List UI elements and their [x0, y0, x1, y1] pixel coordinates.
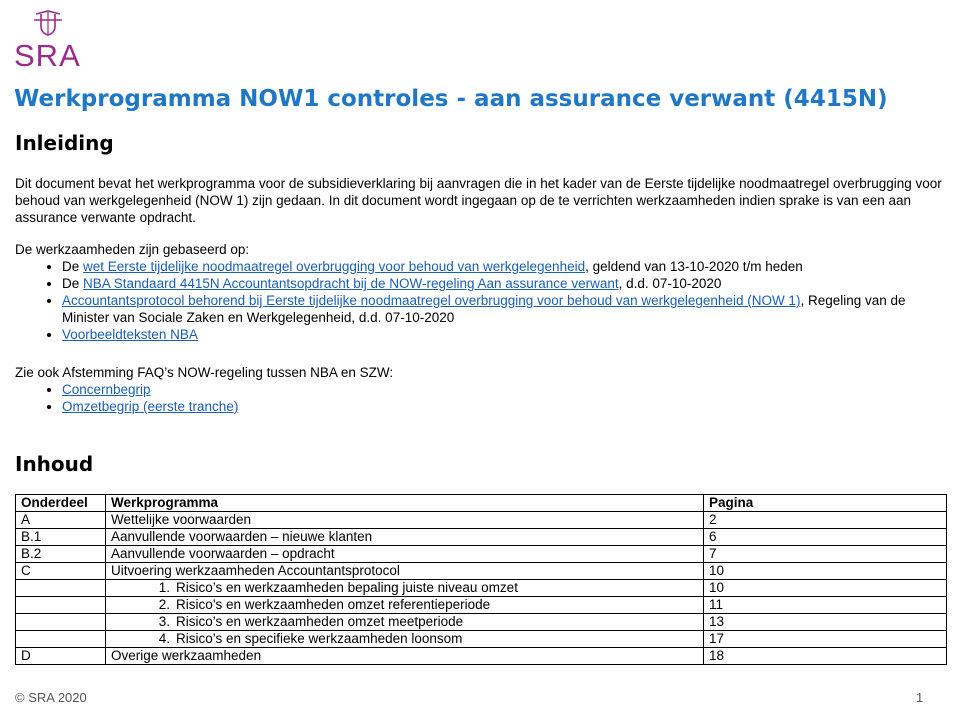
- cell-page: 10: [704, 580, 947, 597]
- cell-program: [106, 597, 704, 614]
- cell-page: 6: [704, 529, 947, 546]
- cell-program: [106, 631, 704, 648]
- list-item: [62, 326, 950, 343]
- contents-table: [15, 494, 947, 665]
- link-concernbegrip[interactable]: Concernbegrip: [62, 382, 151, 397]
- cell-page: 2: [704, 512, 947, 529]
- list-item: [62, 381, 950, 398]
- cell-part: D: [16, 648, 106, 665]
- cell-page: 7: [704, 546, 947, 563]
- cell-program: [106, 580, 704, 597]
- table-row: [16, 597, 947, 614]
- cell-page: 11: [704, 597, 947, 614]
- list-item: [62, 398, 950, 415]
- cell-program: Uitvoering werkzaamheden Accountantsprotocol: [106, 563, 704, 580]
- table-row: [16, 648, 947, 665]
- item-number: 3.: [158, 614, 170, 629]
- table-row: [16, 529, 947, 546]
- see-also-section: [15, 364, 950, 415]
- cell-program: Aanvullende voorwaarden – opdracht: [106, 546, 704, 563]
- link-wet-now[interactable]: wet Eerste tijdelijke noodmaatregel overbrugging voor behoud van werkgelegenheid: [83, 259, 586, 274]
- see-also-list: [15, 381, 950, 415]
- item-text: Risico’s en werkzaamheden omzet meetperiode: [176, 614, 464, 629]
- cell-program: Aanvullende voorwaarden – nieuwe klanten: [106, 529, 704, 546]
- list-item: • Accountantsprotocol behorend bij Eerste tijdelijke noodmaatregel overbrugging voor behoud van werkgelegenheid (NOW 1), Regeling van de Minister van Sociale Zaken en Werkgelegenheid, d.d. 07-10-2020: [62, 292, 950, 326]
- link-accountantsprotocol[interactable]: Accountantsprotocol behorend bij Eerste tijdelijke noodmaatregel overbrugging voor behoud van werkgelegenheid (NOW 1): [62, 293, 801, 308]
- column-header: Werkprogramma: [106, 495, 704, 512]
- column-header: Pagina: [704, 495, 947, 512]
- sra-logo: [14, 10, 84, 73]
- list-item: • De NBA Standaard 4415N Accountantsopdracht bij de NOW-regeling Aan assurance verwant, d.d. 07-10-2020: [62, 275, 950, 292]
- link-omzetbegrip[interactable]: Omzetbegrip (eerste tranche): [62, 399, 239, 414]
- cell-part: [16, 614, 106, 631]
- footer-copyright: © SRA 2020: [15, 690, 87, 705]
- table-row: [16, 563, 947, 580]
- link-voorbeeldteksten[interactable]: Voorbeeldteksten NBA: [62, 327, 198, 342]
- basis-section: [15, 241, 950, 343]
- cell-part: C: [16, 563, 106, 580]
- basis-list: [15, 258, 950, 343]
- cell-part: A: [16, 512, 106, 529]
- table-row: [16, 614, 947, 631]
- intro-paragraph: Dit document bevat het werkprogramma voor de subsidieverklaring bij aanvragen die in het kader van de Eerste tijdelijke noodmaatregel overbrugging voor behoud van werkgelegenheid (NOW 1) zijn gedaan. In dit document wordt ingegaan op de te verrichten werkzaamheden indien sprake is van een aan assurance verwante opdracht.: [15, 176, 942, 225]
- cell-page: 13: [704, 614, 947, 631]
- sra-emblem-icon: [32, 10, 64, 36]
- table-row: [16, 631, 947, 648]
- cell-part: [16, 631, 106, 648]
- cell-part: [16, 597, 106, 614]
- list-item: • De wet Eerste tijdelijke noodmaatregel overbrugging voor behoud van werkgelegenheid, geldend van 13-10-2020 t/m heden: [62, 258, 950, 275]
- logo-text: SRA: [14, 38, 81, 73]
- cell-page: 17: [704, 631, 947, 648]
- table-row: [16, 512, 947, 529]
- section-heading-contents: Inhoud: [15, 452, 94, 476]
- cell-part: [16, 580, 106, 597]
- section-heading-intro: Inleiding: [15, 131, 114, 155]
- item-number: 4.: [158, 631, 170, 646]
- document-title: Werkprogramma NOW1 controles - aan assurance verwant (4415N): [14, 86, 888, 112]
- item-text: Risico’s en werkzaamheden omzet referentieperiode: [176, 597, 491, 612]
- footer-page-number: 1: [916, 690, 924, 705]
- cell-page: 18: [704, 648, 947, 665]
- table-header-row: [16, 495, 947, 512]
- cell-program: [106, 614, 704, 631]
- basis-lead: De werkzaamheden zijn gebaseerd op:: [15, 242, 250, 257]
- table-row: [16, 546, 947, 563]
- cell-page: 10: [704, 563, 947, 580]
- item-number: 2.: [158, 597, 170, 612]
- item-number: 1.: [158, 580, 170, 595]
- table-row: [16, 580, 947, 597]
- cell-part: B.1: [16, 529, 106, 546]
- item-text: Risico’s en werkzaamheden bepaling juiste niveau omzet: [176, 580, 518, 595]
- link-nba-standaard[interactable]: NBA Standaard 4415N Accountantsopdracht bij de NOW-regeling Aan assurance verwant: [83, 276, 619, 291]
- item-text: Risico’s en specifieke werkzaamheden loonsom: [176, 631, 463, 646]
- see-also-lead: Zie ook Afstemming FAQ’s NOW-regeling tussen NBA en SZW:: [15, 365, 394, 380]
- cell-part: B.2: [16, 546, 106, 563]
- column-header: Onderdeel: [16, 495, 106, 512]
- cell-program: Overige werkzaamheden: [106, 648, 704, 665]
- cell-program: Wettelijke voorwaarden: [106, 512, 704, 529]
